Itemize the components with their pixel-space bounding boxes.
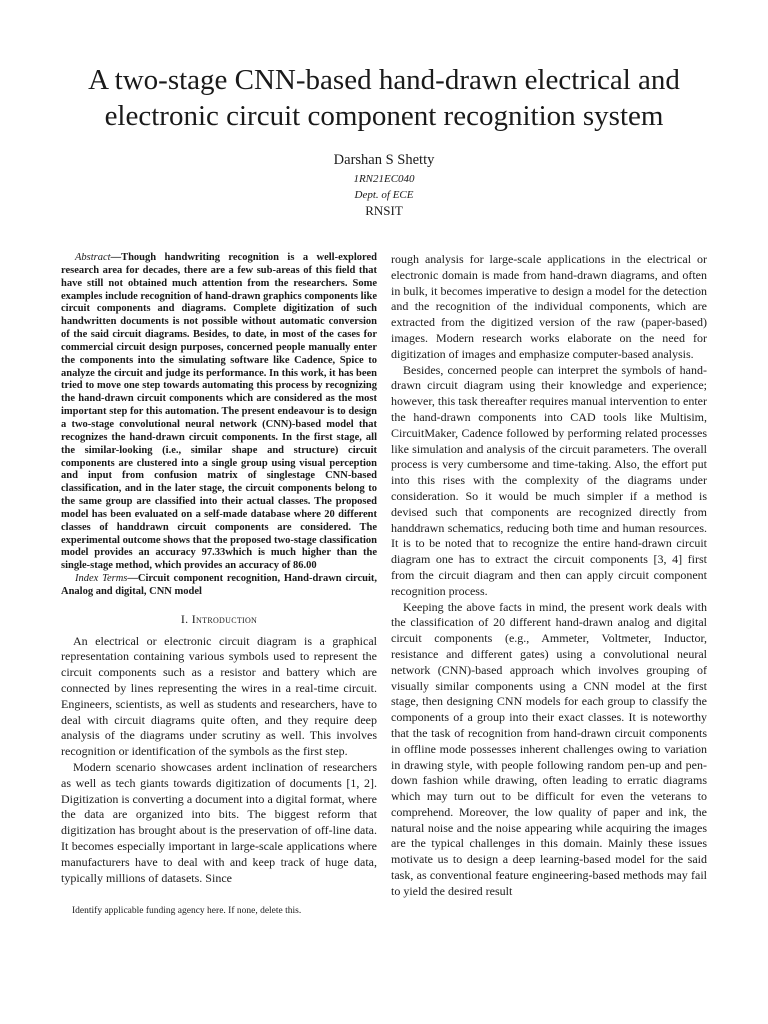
abstract (61, 252, 377, 573)
body-paragraph: Keeping the above facts in mind, the present work deals with the classification of 20 different hand-drawn analog and digital circuit components (e.g., Ammeter, Voltmeter, Inductor, resistance and different gates) using a convolutional neural network (CNN)-based approach which involves grouping of visually similar components using a CNN model at the first stage, then designing CNN models for each group to classify the components of a group into their exact classes. It is noteworthy that the task of recognition from hand-drawn circuit components in offline mode possesses inherent challenges owing to variation in drawing style, with people following random pen-up and pen-down fashion while drawing, often leading to erratic diagrams which may turn out to be difficult for even the veterans to comprehend. Moreover, the low quality of paper and ink, the natural noise and the noise appearing while acquiring the images are the typical challenges in this domain. Mainly these issues motivate us to design a deep learning-based model for the said task, as conventional feature engineering-based methods may fail to yield the desired result (391, 599, 707, 898)
section-number: I. (180, 611, 189, 626)
footnote: Identify applicable funding agency here. If none, delete this. (72, 906, 302, 916)
index-terms-text: —Circuit component recognition, Hand-drawn circuit, Analog and digital, CNN model (61, 573, 377, 597)
author-id: 1RN21EC040 (353, 173, 415, 185)
section-title: Introduction (191, 611, 258, 626)
abstract-text: —Though handwriting recognition is a well-explored research area for decades, there are a few sub-areas of this field that have still not obtained much attention from the researchers. Some examples include recognition of hand-drawn graphics components like circuit components and diagrams. Complete digitization of such handwritten documents is not possible without automatic conversion of the said circuit diagrams. Besides, to date, in most of the cases for commercial circuit design purposes, concerned people manually enter the components into the simulating software like Cadence, Spice to analyze the circuit and judge its performance. In this work, it has been tried to move one step towards automating this process by recognizing the hand-drawn circuit components which are considered as the most important step for this automation. The present endeavour is to design a two-stage convolutional neural network (CNN)-based model that recognizes the hand-drawn circuit components. In the first stage, all the similar-looking (i.e., similar shape and structure) circuit components are clustered into a single group using visual perception and input from confusion matrix of singlestage CNN-based classification, and in the later stage, the circuit components belong to the same group are classified into their actual classes. The proposed model has been evaluated on a self-made database where 20 different classes of handdrawn circuit components are considered. The experimental outcome shows that the proposed two-stage classification model provides an accuracy 97.33which is much higher than the single-stage method, which provides an accuracy of 86.00 (61, 252, 377, 572)
paper-title: A two-stage CNN-based hand-drawn electrical and electronic circuit component recognition system (88, 64, 680, 132)
footnote-rule (61, 900, 377, 901)
body-paragraph: rough analysis for large-scale applications in the electrical or electronic domain is made from hand-drawn diagrams, and often in bulk, it becomes imperative to design a model for the detection and the recognition of the individual components, which are extracted from the digitized version of the raw (paper-based) images. Modern research works elaborate on the need for digitization of images and emphasize computer-based analysis. (391, 252, 707, 361)
abstract-label: Abstract (75, 252, 111, 263)
index-terms-label: Index Terms (75, 573, 128, 585)
index-terms (61, 573, 377, 599)
left-column (61, 252, 377, 886)
author-institution: RNSIT (365, 203, 403, 218)
right-column (391, 252, 707, 900)
section-heading (61, 612, 377, 628)
body-paragraph: Besides, concerned people can interpret the symbols of hand-drawn circuit diagram using their knowledge and experience; however, this task thereafter requires manual intervention to enter the hand-drawn components into CAD tools like Multisim, CircuitMaker, Cadence followed by performing related processes like simulation and analysis of the circuit parameters. The overall process is very cumbersome and time-taking. Also, the effort put into this rises with the complexity of the diagrams under consideration. So it would be much simpler if a method is devised such that components are recognized directly from handdrawn schematics, reducing both time and human resources. It is to be noted that to recognize the entire hand-drawn circuit diagram one has to extract the circuit components [3, 4] first from the circuit diagram and then can apply circuit component recognition process. (391, 362, 707, 598)
body-paragraph: An electrical or electronic circuit diagram is a graphical representation containing various symbols used to represent the circuit components such as a resistor and battery which are connected by lines representing the wires in a real-time circuit. Engineers, scientists, as well as students and researchers, have to deal with circuit diagrams quite often, and they require deep analysis of the diagrams under scrutiny as well. This involves recognition or identification of the symbols as the first step. (61, 633, 377, 759)
author-dept: Dept. of ECE (354, 189, 414, 201)
body-paragraph: Modern scenario showcases ardent inclination of researchers as well as tech giants towards digitization of documents [1, 2]. Digitization is converting a document into a digital format, where the data are organized into bits. The biggest reform that digitization has brought about is the preservation of off-line data. It becomes especially important in large-scale applications where manufacturers have to deal with and keep track of huge data, typically millions of datasets. Since (61, 759, 377, 885)
author-name: Darshan S Shetty (333, 152, 435, 168)
